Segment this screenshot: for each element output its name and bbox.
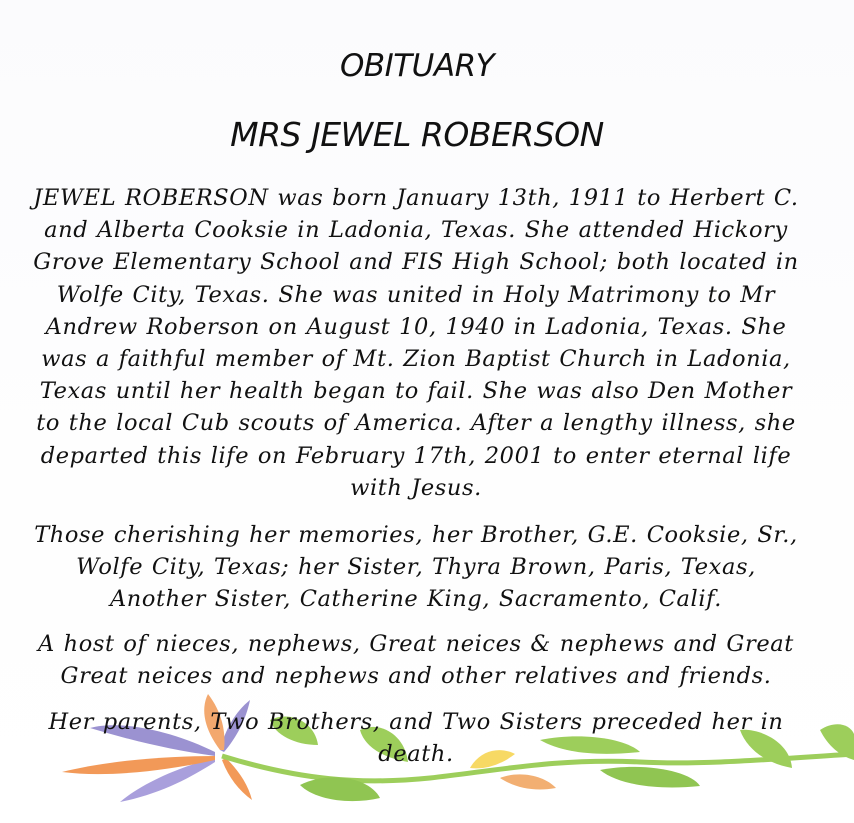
- biography-paragraph: JEWEL ROBERSON was born January 13th, 1911 to Herbert C. and Alberta Cooksie in Ladonia, Texas. She attended Hickory Grove Elementary School and FIS High School; both located in Wolfe City, Texas. She was united in Holy Matrimony to Mr Andrew Roberson on August 10, 1940 in Ladonia, Texas. She was a faithful member of Mt. Zion Baptist Church in Ladonia, Texas until her health began to fail. She was also Den Mother to the local Cub scouts of America. After a lengthy illness, she departed this life on February 17th, 2001 to enter eternal life with Jesus.: [33, 185, 799, 501]
- obituary-label: OBITUARY: [339, 48, 495, 84]
- preceded-in-death-paragraph: Her parents, Two Brothers, and Two Sisters preceded her in death.: [48, 709, 784, 768]
- relatives-paragraph: A host of nieces, nephews, Great neices & nephews and Great Great neices and nephews and other relatives and friends.: [38, 631, 794, 690]
- deceased-name: MRS JEWEL ROBERSON: [230, 115, 604, 154]
- survivors-paragraph: Those cherishing her memories, her Brother, G.E. Cooksie, Sr., Wolfe City, Texas; her Sister, Thyra Brown, Paris, Texas, Another Sister, Catherine King, Sacramento, Calif.: [34, 522, 798, 613]
- flower-petal-orange: [500, 774, 556, 789]
